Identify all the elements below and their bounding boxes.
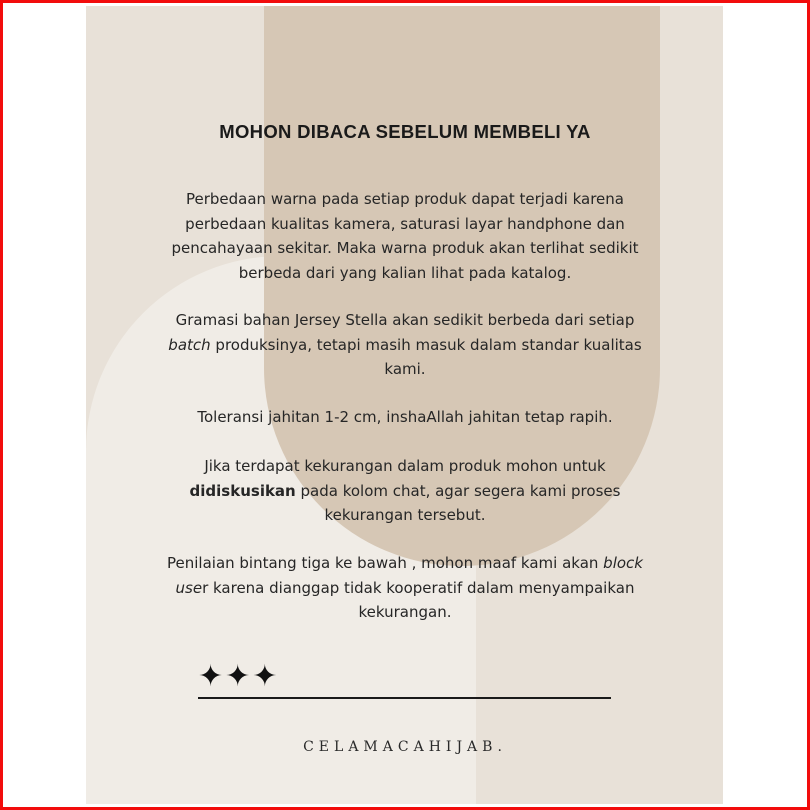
paragraph-rating-policy: Penilaian bintang tiga ke bawah , mohon maaf kami akan block user karena dianggap tidak kooperatif dalam menyampaikan kekurangan.: [167, 554, 643, 621]
divider-line: [198, 697, 611, 699]
brand-name: CELAMACAHIJAB.: [303, 739, 507, 755]
paragraph-defect-discussion: Jika terdapat kekurangan dalam produk mohon untuk didiskusikan pada kolom chat, agar segera kami proses kekurangan tersebut.: [189, 457, 621, 524]
paragraph-stitch-tolerance: Toleransi jahitan 1-2 cm, inshaAllah jahitan tetap rapih.: [197, 408, 613, 426]
notice-title: MOHON DIBACA SEBELUM MEMBELI YA: [219, 121, 591, 142]
paragraph-fabric-weight: Gramasi bahan Jersey Stella akan sedikit berbeda dari setiap batch produksinya, tetapi masih masuk dalam standar kualitas kami.: [168, 311, 642, 378]
paragraph-color-difference: Perbedaan warna pada setiap produk dapat terjadi karena perbedaan kualitas kamera, saturasi layar handphone dan pencahayaan sekitar. Maka warna produk akan terlihat sedikit berbeda dari yang kalian lihat pada katalog.: [171, 190, 639, 282]
sparkle-stars-icon: ✦✦✦: [198, 659, 280, 694]
